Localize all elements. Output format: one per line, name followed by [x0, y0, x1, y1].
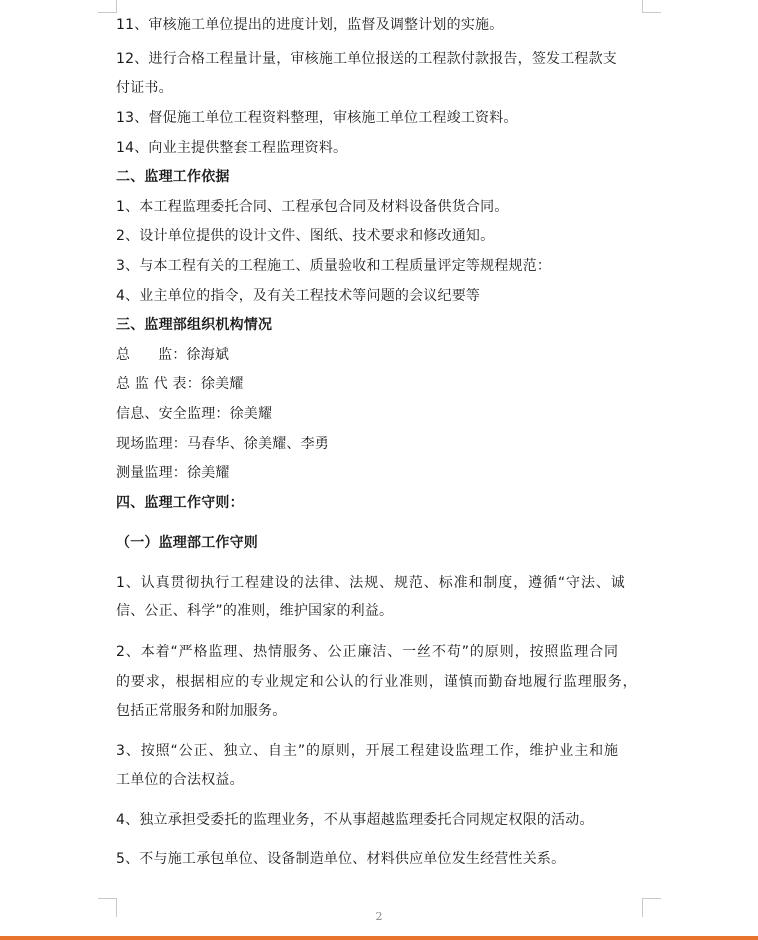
margin-mark-top-right — [642, 0, 661, 13]
text-line: 4、独立承担受委托的监理业务，不从事超越监理委托合同规定权限的活动。 — [116, 812, 594, 828]
text-line: 12、进行合格工程量计量，审核施工单位报送的工程款付款报告，签发工程款支 — [116, 51, 618, 67]
bottom-accent-bar — [0, 936, 758, 940]
text-line: 11、审核施工单位提出的进度计划，监督及调整计划的实施。 — [116, 17, 504, 33]
page-number: 2 — [375, 910, 383, 923]
text-line: 现场监理：马春华、徐美耀、李勇 — [116, 436, 329, 452]
text-line: 4、业主单位的指令，及有关工程技术等问题的会议纪要等 — [116, 288, 481, 304]
text-line: 1、认真贯彻执行工程建设的法律、法规、规范、标准和制度，遵循“守法、诚 — [116, 575, 626, 591]
text-line: 13、督促施工单位工程资料整理，审核施工单位工程竣工资料。 — [116, 110, 518, 126]
text-line: 工单位的合法权益。 — [116, 772, 244, 788]
text-line: 包括正常服务和附加服务。 — [116, 703, 287, 719]
text-line: 付证书。 — [116, 80, 173, 96]
section-heading: 四、监理工作守则： — [116, 495, 244, 511]
margin-mark-top-left — [98, 0, 117, 13]
subsection-heading: （一）监理部工作守则 — [116, 535, 258, 551]
text-line: 总 监：徐海斌 — [116, 347, 230, 363]
text-line: 信、公正、科学”的准则，维护国家的利益。 — [116, 603, 394, 619]
section-heading: 二、监理工作依据 — [116, 169, 230, 185]
text-line: 的要求，根据相应的专业规定和公认的行业准则，谨慎而勤奋地履行监理服务， — [116, 674, 638, 690]
section-heading: 三、监理部组织机构情况 — [116, 317, 273, 333]
text-line: 5、不与施工承包单位、设备制造单位、材料供应单位发生经营性关系。 — [116, 851, 566, 867]
text-line: 14、向业主提供整套工程监理资料。 — [116, 140, 348, 156]
text-line: 1、本工程监理委托合同、工程承包合同及材料设备供货合同。 — [116, 199, 509, 215]
text-line: 3、与本工程有关的工程施工、质量验收和工程质量评定等规程规范： — [116, 258, 552, 274]
text-line: 信息、安全监理：徐美耀 — [116, 406, 273, 422]
text-line: 总 监 代 表：徐美耀 — [116, 376, 244, 392]
text-line: 3、按照“公正、独立、自主”的原则，开展工程建设监理工作，维护业主和施 — [116, 743, 619, 759]
text-line: 2、本着“严格监理、热情服务、公正廉洁、一丝不苟”的原则，按照监理合同 — [116, 644, 619, 660]
text-line: 2、设计单位提供的设计文件、图纸、技术要求和修改通知。 — [116, 228, 495, 244]
text-line: 测量监理：徐美耀 — [116, 465, 230, 481]
